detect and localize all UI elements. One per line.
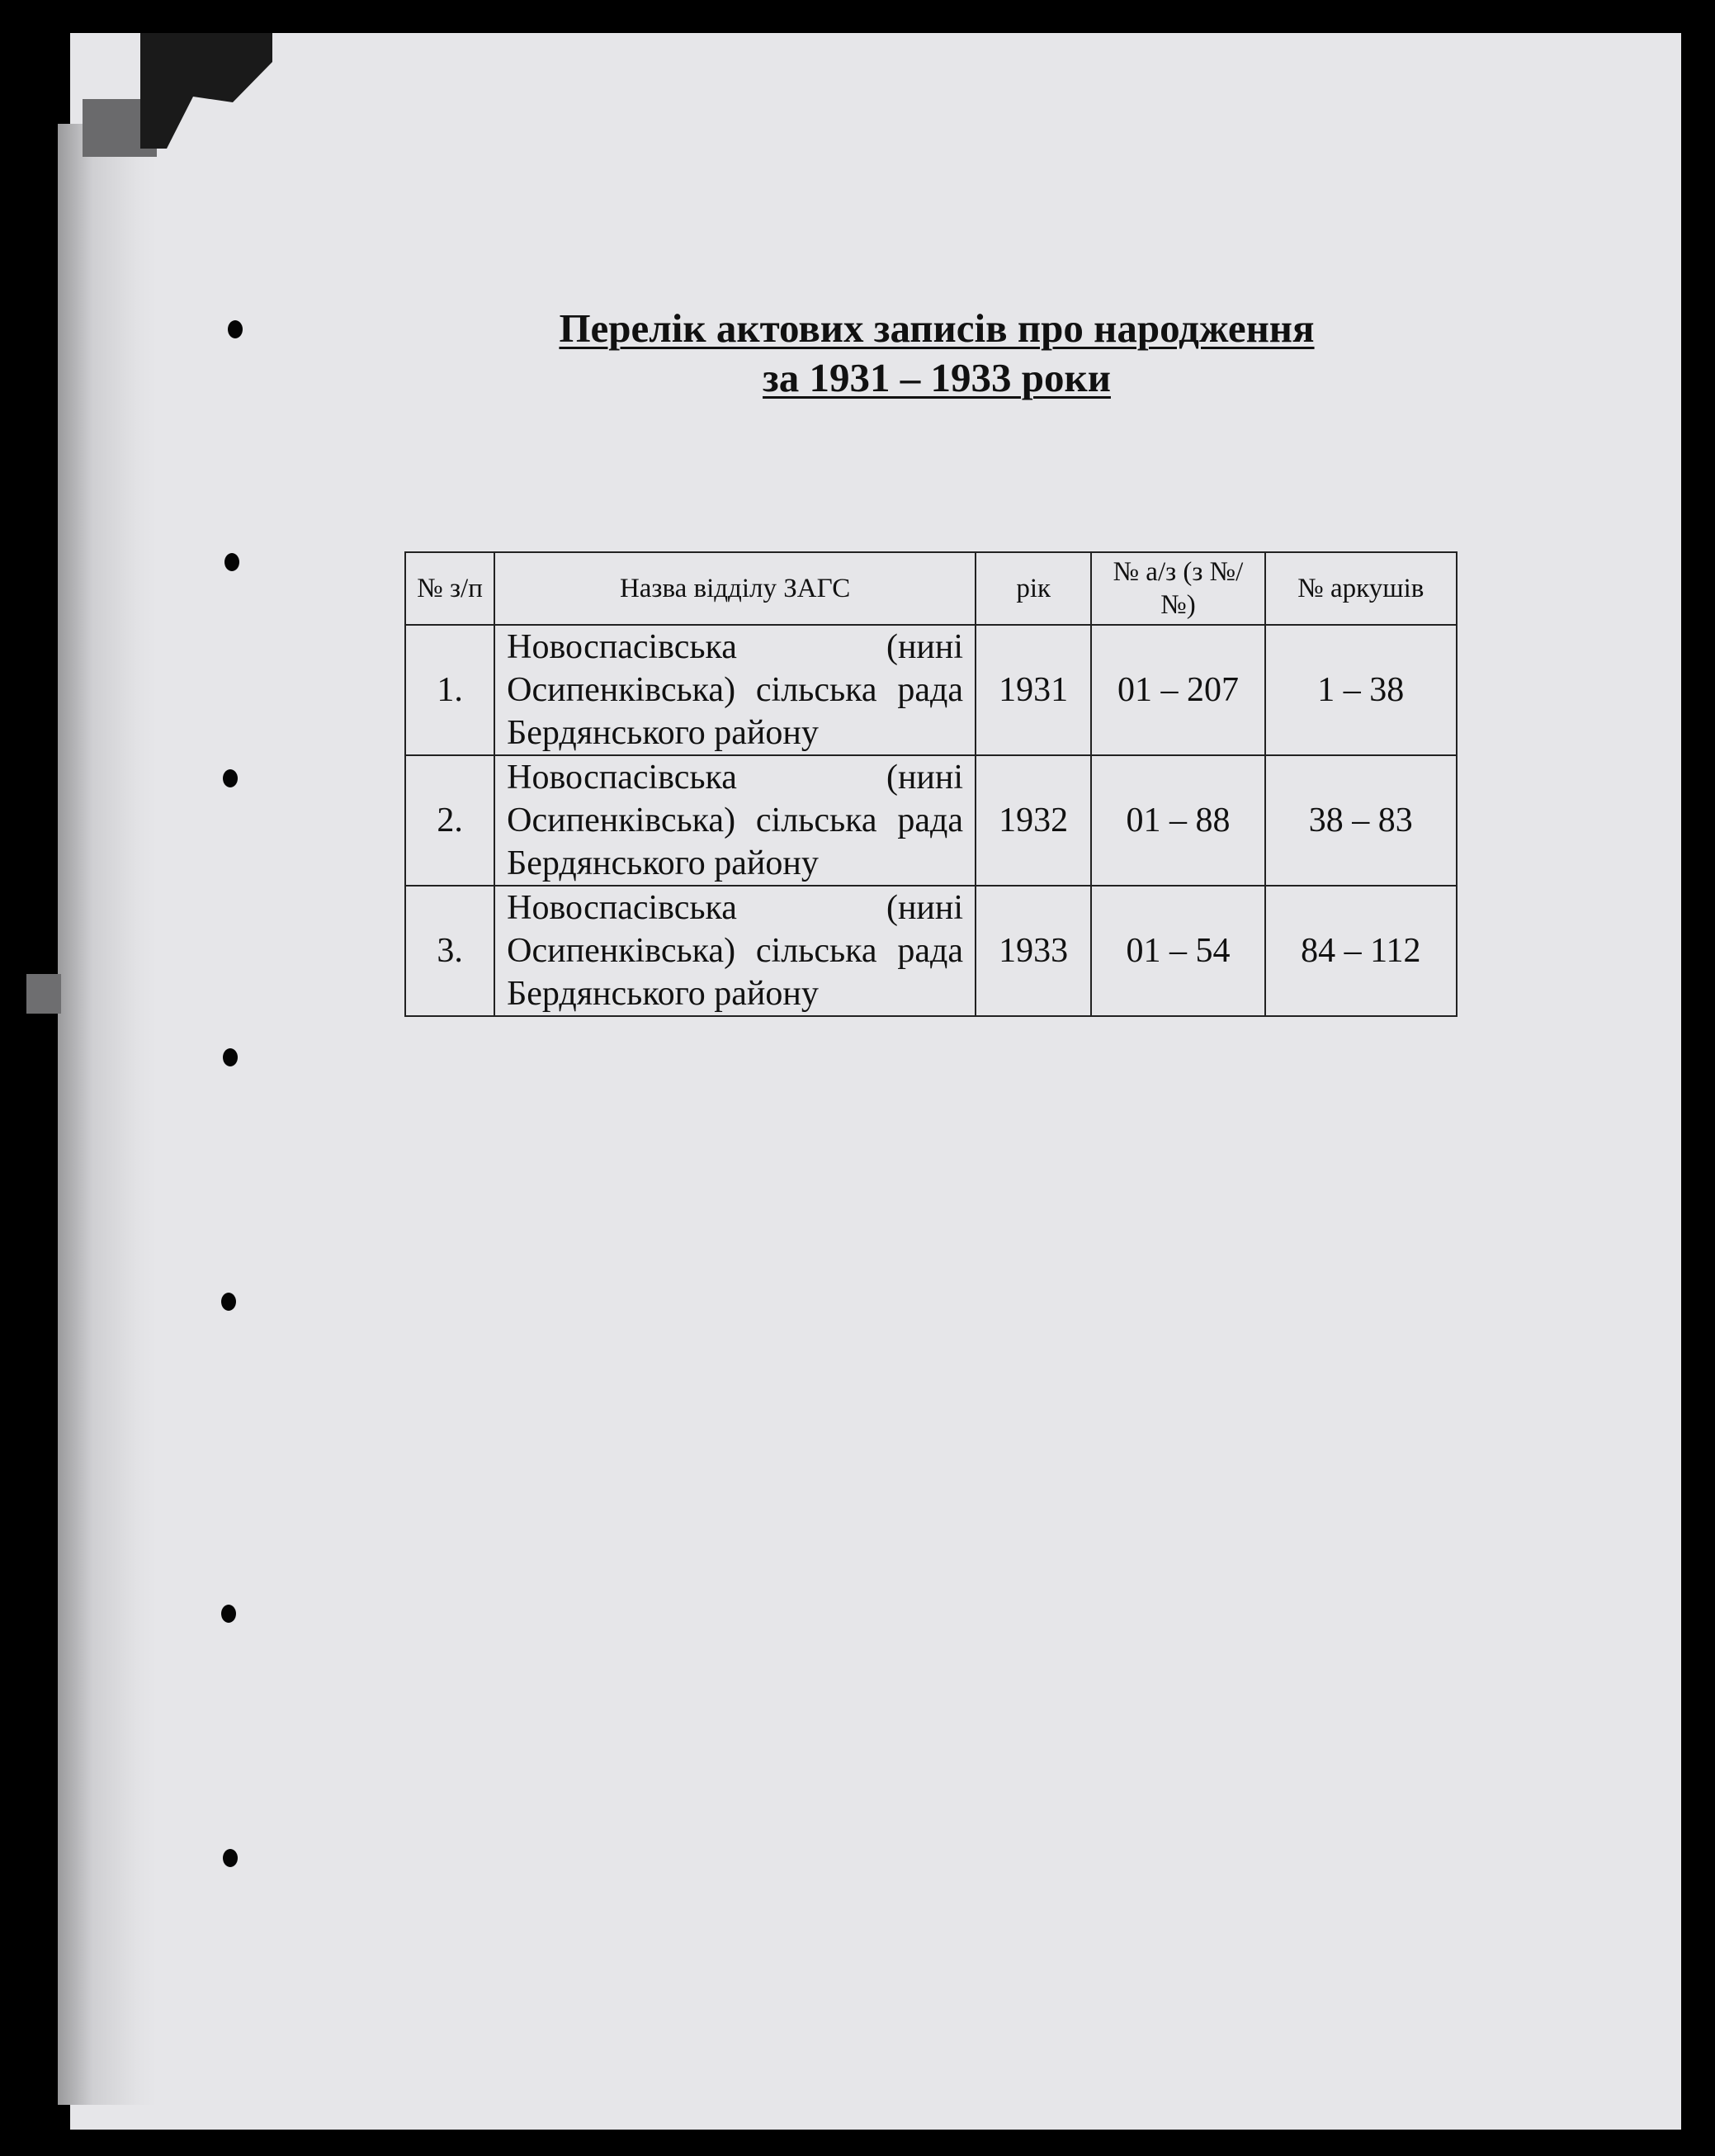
cell-sheet-numbers: 84 – 112: [1265, 886, 1457, 1016]
header-registry-office: Назва відділу ЗАГС: [494, 552, 976, 625]
scan-edge-mark: [26, 974, 61, 1014]
table-row: [405, 886, 1457, 1016]
page-title: [462, 304, 1411, 403]
table-row: [405, 625, 1457, 755]
header-number: № з/п: [405, 552, 494, 625]
cell-record-numbers: 01 – 54: [1091, 886, 1264, 1016]
punch-hole: [228, 320, 243, 338]
cell-year: 1933: [976, 886, 1091, 1016]
records-table: [404, 551, 1458, 1017]
header-year: рік: [976, 552, 1091, 625]
header-record-numbers: № а/з (з №/№): [1091, 552, 1264, 625]
cell-registry-office: Новоспасівська (нині Осипенківська) сільська рада Бердянського району: [494, 886, 976, 1016]
cell-number: 3.: [405, 886, 494, 1016]
punch-hole: [224, 553, 239, 571]
cell-record-numbers: 01 – 207: [1091, 625, 1264, 755]
table-row: [405, 755, 1457, 886]
cell-year: 1931: [976, 625, 1091, 755]
punch-hole: [221, 1293, 236, 1311]
punch-hole: [223, 1048, 238, 1066]
punch-hole: [221, 1605, 236, 1623]
cell-sheet-numbers: 1 – 38: [1265, 625, 1457, 755]
cell-year: 1932: [976, 755, 1091, 886]
punch-hole: [223, 1849, 238, 1867]
title-line-2: за 1931 – 1933 роки: [763, 355, 1111, 400]
cell-number: 2.: [405, 755, 494, 886]
table-header-row: [405, 552, 1457, 625]
punch-hole: [223, 769, 238, 787]
cell-registry-office: Новоспасівська (нині Осипенківська) сільська рада Бердянського району: [494, 625, 976, 755]
cell-record-numbers: 01 – 88: [1091, 755, 1264, 886]
torn-binding-edge: [58, 124, 157, 2105]
title-line-1: Перелік актових записів про народження: [559, 305, 1315, 351]
cell-registry-office: Новоспасівська (нині Осипенківська) сільська рада Бердянського району: [494, 755, 976, 886]
header-sheet-numbers: № аркушів: [1265, 552, 1457, 625]
cell-sheet-numbers: 38 – 83: [1265, 755, 1457, 886]
cell-number: 1.: [405, 625, 494, 755]
